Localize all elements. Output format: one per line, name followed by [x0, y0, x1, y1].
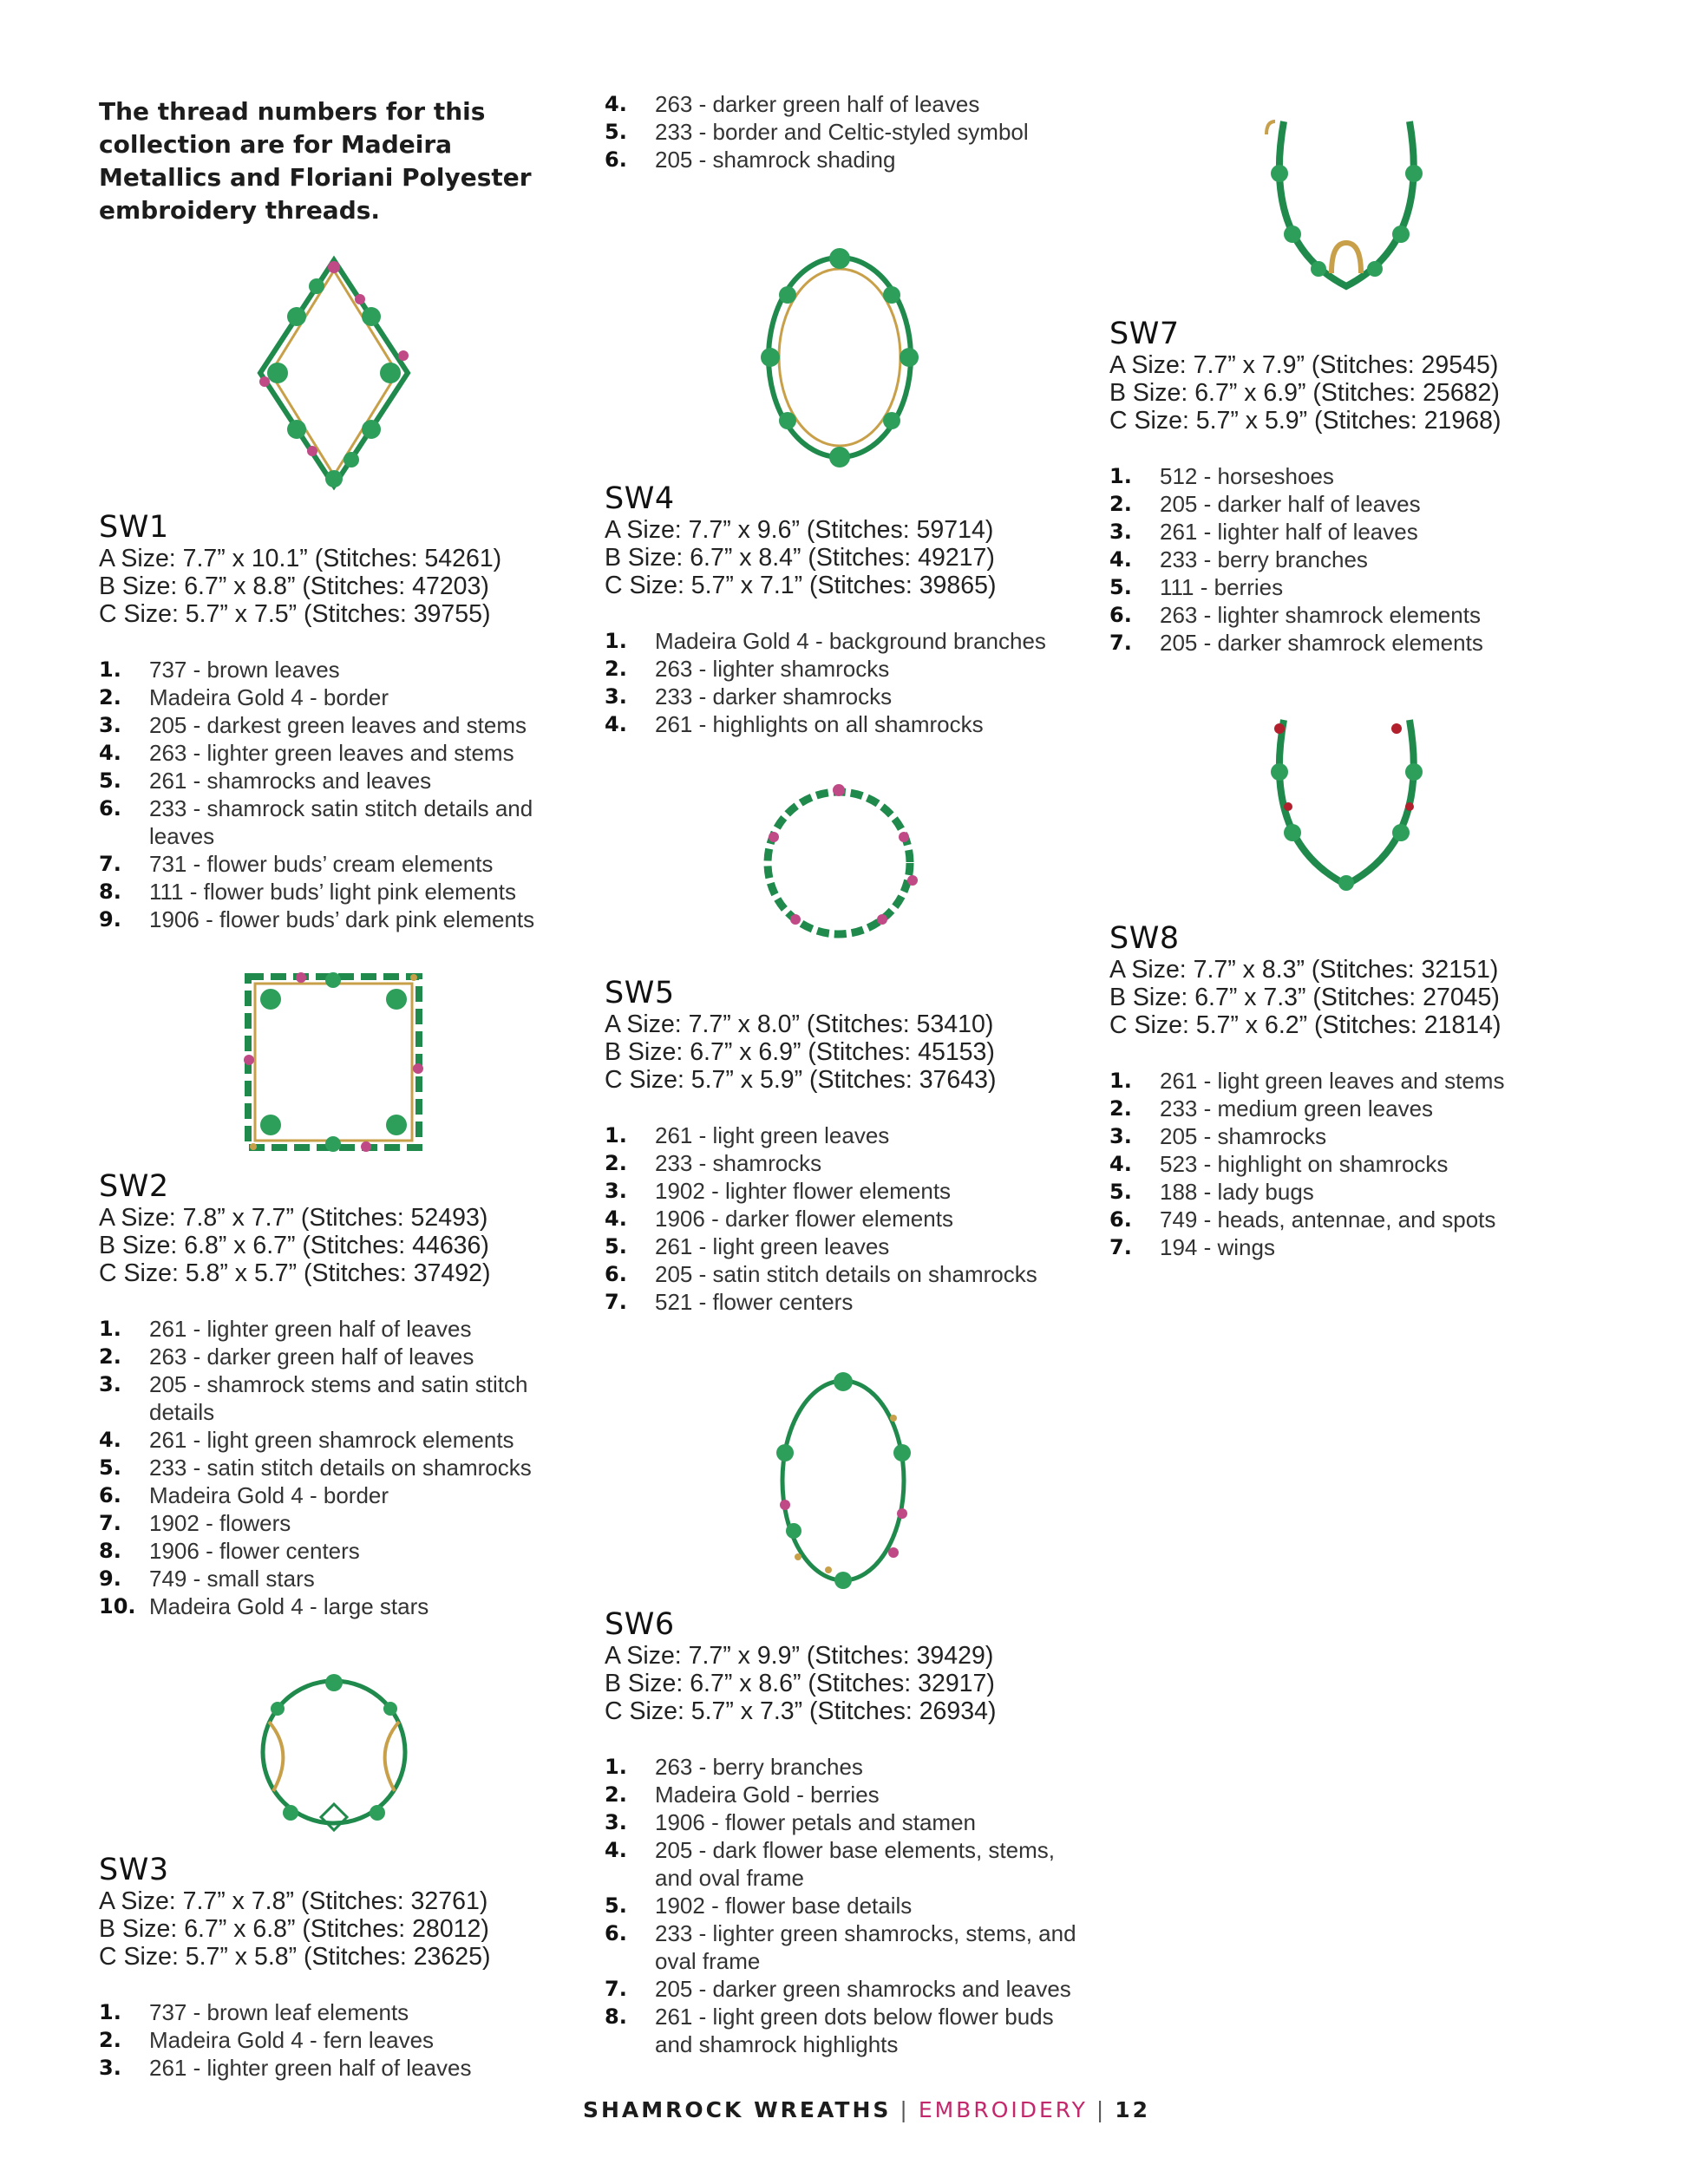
size-list [99, 1887, 567, 1971]
thread-item: 7. 205 - darker green shamrocks and leaves [605, 1976, 1071, 2002]
size-b: B Size: 6.7” x 8.4” (Stitches: 49217) [605, 544, 995, 572]
thread-item: 2. Madeira Gold - berries [605, 1782, 880, 1808]
size-b: B Size: 6.7” x 6.9” (Stitches: 45153) [605, 1038, 995, 1066]
footer-separator: | [1096, 2097, 1107, 2122]
size-b: B Size: 6.7” x 8.8” (Stitches: 47203) [99, 572, 489, 600]
design-title: SW1 [99, 510, 169, 545]
design-title: SW5 [605, 976, 675, 1010]
size-c: C Size: 5.7” x 5.8” (Stitches: 23625) [99, 1943, 491, 1971]
thread-list [1109, 462, 1595, 657]
thread-item: 6. 233 - shamrock satin stitch details and leaves [99, 795, 533, 849]
thread-item: 3. 233 - darker shamrocks [605, 683, 893, 709]
design-sw6-continued [605, 90, 1090, 173]
thread-list [605, 627, 1090, 738]
design-sw3 [99, 1853, 567, 2082]
size-b: B Size: 6.7” x 6.8” (Stitches: 28012) [99, 1915, 489, 1943]
thread-item: 2. 233 - medium green leaves [1109, 1095, 1434, 1121]
size-list [1109, 351, 1595, 435]
thread-list [99, 1998, 567, 2082]
thread-item: 3. 205 - shamrock stems and satin stitch details [99, 1371, 528, 1425]
thread-item: 4. 1906 - darker flower elements [605, 1206, 953, 1232]
thread-item: 6. 749 - heads, antennae, and spots [1109, 1206, 1496, 1233]
thread-item: 6. 205 - shamrock shading [605, 147, 896, 173]
size-list [1109, 956, 1595, 1039]
design-title: SW7 [1109, 317, 1180, 351]
thread-item: 5. 233 - border and Celtic-styled symbol [605, 119, 1029, 145]
design-title: SW6 [605, 1607, 675, 1642]
design-title: SW8 [1109, 921, 1180, 956]
thread-list [1109, 1067, 1595, 1261]
thread-list [99, 1315, 567, 1620]
thread-item: 2. 233 - shamrocks [605, 1150, 822, 1176]
wreath-image-sw7 [1253, 113, 1440, 299]
thread-list [605, 1753, 1090, 2058]
wreath-image-sw3 [243, 1661, 425, 1843]
size-b: B Size: 6.7” x 8.6” (Stitches: 32917) [605, 1670, 995, 1697]
thread-item: 5. 233 - satin stitch details on shamrocks [99, 1455, 532, 1481]
thread-item: 4. 263 - darker green half of leaves [605, 91, 980, 117]
footer-separator: | [900, 2097, 910, 2122]
thread-item: 3. 205 - shamrocks [1109, 1123, 1327, 1149]
wreath-image-sw4 [753, 243, 926, 473]
size-a: A Size: 7.7” x 10.1” (Stitches: 54261) [99, 545, 502, 572]
thread-item: 6. 263 - lighter shamrock elements [1109, 602, 1481, 628]
wreath-image-sw2 [236, 964, 431, 1160]
design-sw5 [605, 976, 1090, 1316]
design-sw6 [605, 1607, 1090, 2058]
design-sw8 [1109, 921, 1595, 1261]
thread-item: 2. Madeira Gold 4 - border [99, 684, 389, 710]
thread-item: 4. 233 - berry branches [1109, 546, 1368, 572]
size-c: C Size: 5.7” x 6.2” (Stitches: 21814) [1109, 1011, 1502, 1039]
size-b: B Size: 6.7” x 6.9” (Stitches: 25682) [1109, 379, 1500, 407]
thread-item: 7. 1902 - flowers [99, 1510, 291, 1536]
thread-item: 8. 261 - light green dots below flower buds and shamrock highlights [605, 2004, 1054, 2057]
thread-item: 2. Madeira Gold 4 - fern leaves [99, 2027, 435, 2053]
size-a: A Size: 7.7” x 9.6” (Stitches: 59714) [605, 516, 994, 544]
thread-item: 1. 261 - light green leaves and stems [1109, 1068, 1505, 1094]
size-list [605, 1010, 1090, 1094]
thread-item: 7. 731 - flower buds’ cream elements [99, 851, 494, 877]
thread-item: 3. 1902 - lighter flower elements [605, 1178, 952, 1204]
size-a: A Size: 7.8” x 7.7” (Stitches: 52493) [99, 1204, 488, 1232]
design-title: SW2 [99, 1169, 169, 1204]
size-a: A Size: 7.7” x 9.9” (Stitches: 39429) [605, 1642, 994, 1670]
thread-item: 5. 111 - berries [1109, 574, 1284, 600]
thread-item: 4. 523 - highlight on shamrocks [1109, 1151, 1449, 1177]
size-c: C Size: 5.8” x 5.7” (Stitches: 37492) [99, 1259, 491, 1287]
thread-item: 4. 261 - highlights on all shamrocks [605, 711, 984, 737]
thread-item: 4. 261 - light green shamrock elements [99, 1427, 514, 1453]
thread-item: 10. Madeira Gold 4 - large stars [99, 1593, 429, 1619]
size-a: A Size: 7.7” x 7.9” (Stitches: 29545) [1109, 351, 1499, 379]
footer-section: EMBROIDERY [918, 2097, 1088, 2122]
thread-item: 8. 1906 - flower centers [99, 1538, 360, 1564]
page-footer [583, 2097, 1150, 2122]
thread-item: 3. 261 - lighter green half of leaves [99, 2055, 472, 2081]
footer-title: SHAMROCK WREATHS [583, 2097, 892, 2122]
intro-text: The thread numbers for this collection are for Madeira Metallics and Floriani Polyester embroidery threads. [99, 97, 532, 225]
thread-item: 3. 1906 - flower petals and stamen [605, 1809, 976, 1835]
size-c: C Size: 5.7” x 7.1” (Stitches: 39865) [605, 572, 997, 599]
design-sw1 [99, 510, 567, 933]
thread-item: 8. 111 - flower buds’ light pink elements [99, 879, 516, 905]
size-a: A Size: 7.7” x 8.0” (Stitches: 53410) [605, 1010, 994, 1038]
size-list [605, 516, 1090, 599]
size-list [99, 1204, 567, 1287]
page-number: 12 [1115, 2097, 1151, 2122]
thread-list-continued [605, 90, 1090, 173]
design-title: SW3 [99, 1853, 169, 1887]
thread-item: 5. 261 - light green leaves [605, 1233, 890, 1259]
thread-item: 5. 188 - lady bugs [1109, 1179, 1314, 1205]
thread-item: 7. 205 - darker shamrock elements [1109, 630, 1483, 656]
size-c: C Size: 5.7” x 7.5” (Stitches: 39755) [99, 600, 491, 628]
thread-item: 3. 205 - darkest green leaves and stems [99, 712, 527, 738]
size-b: B Size: 6.7” x 7.3” (Stitches: 27045) [1109, 984, 1500, 1011]
size-c: C Size: 5.7” x 7.3” (Stitches: 26934) [605, 1697, 997, 1725]
design-title: SW4 [605, 481, 675, 516]
thread-item: 1. 263 - berry branches [605, 1754, 863, 1780]
thread-item: 1. Madeira Gold 4 - background branches [605, 628, 1046, 654]
size-a: A Size: 7.7” x 7.8” (Stitches: 32761) [99, 1887, 488, 1915]
wreath-image-sw5 [748, 776, 930, 950]
thread-item: 1. 737 - brown leaves [99, 657, 340, 683]
thread-item: 6. Madeira Gold 4 - border [99, 1482, 389, 1508]
size-c: C Size: 5.7” x 5.9” (Stitches: 21968) [1109, 407, 1502, 435]
thread-item: 4. 205 - dark flower base elements, stems, and oval frame [605, 1837, 1055, 1891]
design-sw2 [99, 1169, 567, 1620]
thread-item: 9. 1906 - flower buds’ dark pink elements [99, 906, 535, 932]
thread-item: 1. 261 - light green leaves [605, 1122, 890, 1148]
thread-item: 3. 261 - lighter half of leaves [1109, 519, 1418, 545]
size-b: B Size: 6.8” x 6.7” (Stitches: 44636) [99, 1232, 489, 1259]
wreath-image-sw6 [763, 1366, 924, 1596]
wreath-image-sw8 [1253, 711, 1440, 898]
design-sw7 [1109, 317, 1595, 657]
thread-item: 6. 205 - satin stitch details on shamrocks [605, 1261, 1037, 1287]
thread-item: 6. 233 - lighter green shamrocks, stems, and oval frame [605, 1920, 1076, 1974]
thread-item: 2. 263 - lighter shamrocks [605, 656, 890, 682]
thread-item: 9. 749 - small stars [99, 1566, 315, 1592]
thread-item: 2. 263 - darker green half of leaves [99, 1344, 474, 1370]
thread-item: 1. 512 - horseshoes [1109, 463, 1334, 489]
thread-item: 5. 261 - shamrocks and leaves [99, 768, 432, 794]
thread-list [99, 656, 567, 933]
thread-item: 5. 1902 - flower base details [605, 1893, 913, 1919]
design-sw4 [605, 481, 1090, 738]
size-list [99, 545, 567, 628]
thread-item: 2. 205 - darker half of leaves [1109, 491, 1421, 517]
thread-item: 1. 737 - brown leaf elements [99, 1999, 409, 2025]
thread-item: 7. 521 - flower centers [605, 1289, 854, 1315]
thread-list [605, 1121, 1090, 1316]
thread-item: 1. 261 - lighter green half of leaves [99, 1316, 472, 1342]
thread-item: 4. 263 - lighter green leaves and stems [99, 740, 514, 766]
thread-item: 7. 194 - wings [1109, 1234, 1275, 1260]
size-a: A Size: 7.7” x 8.3” (Stitches: 32151) [1109, 956, 1499, 984]
size-list [605, 1642, 1090, 1725]
size-c: C Size: 5.7” x 5.9” (Stitches: 37643) [605, 1066, 997, 1094]
wreath-image-sw1 [243, 252, 425, 494]
